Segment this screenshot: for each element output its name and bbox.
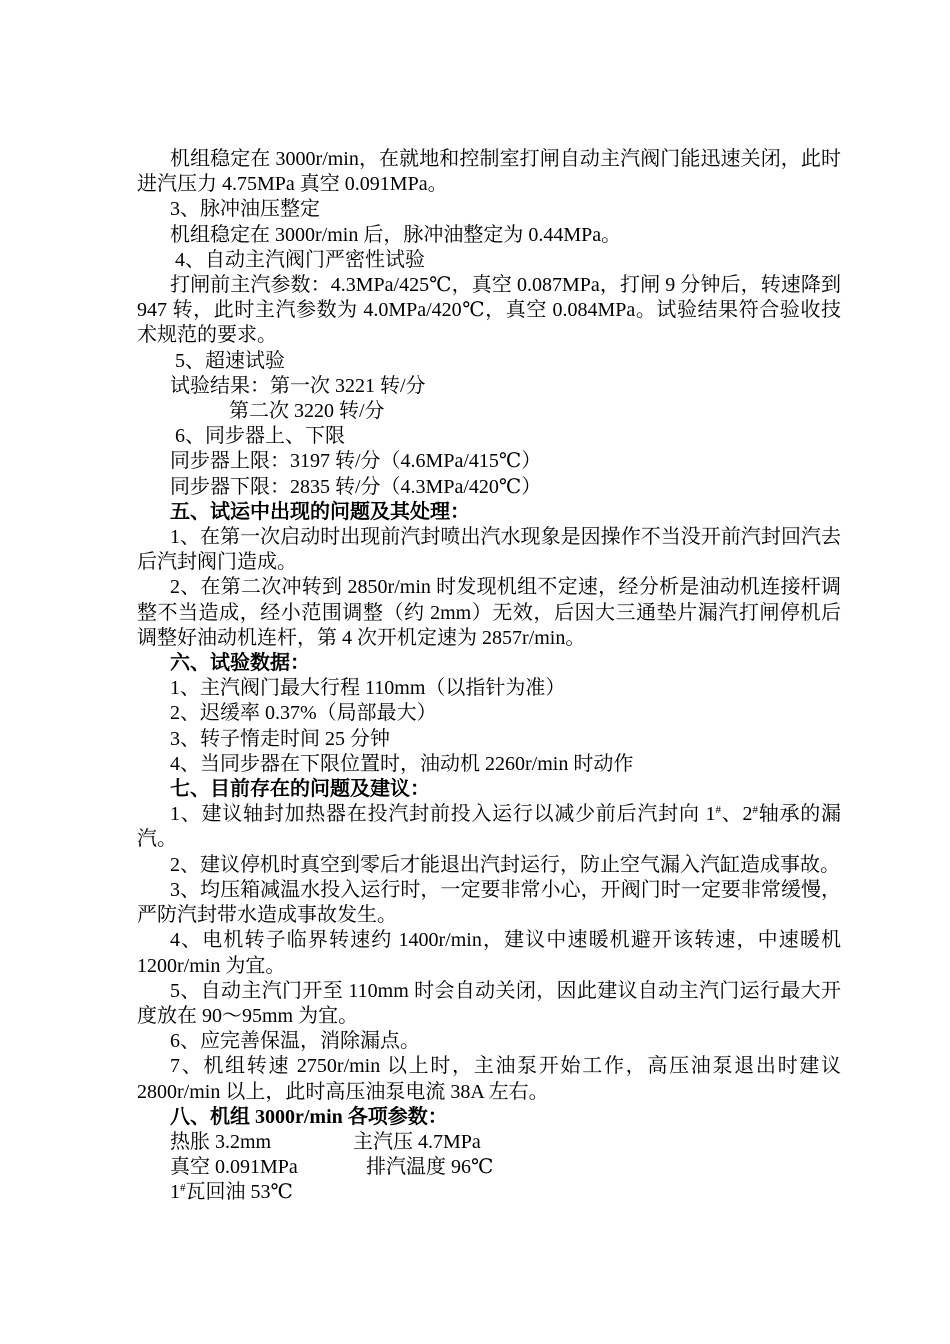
- list-item: 3、均压箱减温水投入运行时，一定要非常小心，开阀门时一定要非常缓慢，严防汽封带水造成事故发生。: [137, 878, 841, 927]
- list-item: 2、迟缓率 0.37%（局部最大）: [170, 702, 437, 725]
- text-span: 轴承的漏汽。: [137, 803, 842, 851]
- paragraph: 打闸前主汽参数：4.3MPa/425℃，真空 0.087MPa，打闸 9 分钟后，转速降到 947 转，此时主汽参数为 4.0MPa/420℃，真空 0.084MPa。试验结果符合验收技术规范的要求。: [137, 274, 841, 347]
- subheading: 5、超速试验: [175, 349, 285, 372]
- list-item: 1、主汽阀门最大行程 110mm（以指针为准）: [170, 677, 566, 700]
- list-item: 1、在第一次启动时出现前汽封喷出汽水现象是因操作不当没开前汽封回汽去后汽封阀门造成。: [137, 526, 841, 574]
- list-item: 6、应完善保温，消除漏点。: [170, 1030, 420, 1053]
- list-item: 2、在第二次冲转到 2850r/min 时发现机组不定速，经分析是油动机连接杆调整不当造成，经小范围调整（约 2mm）无效，后因大三通垫片漏汽打闸停机后调整好油动机连杆，第 4 次开机定速为 2857r/min。: [137, 576, 841, 649]
- text-span: 1: [170, 1181, 180, 1204]
- document-body: [137, 147, 841, 1206]
- list-item: 2、建议停机时真空到零后才能退出汽封运行，防止空气漏入汽缸造成事故。: [170, 853, 840, 876]
- parameter-cell: 真空 0.091MPa: [170, 1156, 298, 1179]
- subheading: 3、脉冲油压整定: [170, 198, 320, 221]
- list-item: 7、机组转速 2750r/min 以上时，主油泵开始工作，高压油泵退出时建议 2800r/min 以上，此时高压油泵电流 38A 左右。: [137, 1055, 841, 1103]
- paragraph: 试验结果：第一次 3221 转/分: [170, 374, 426, 397]
- superscript: #: [715, 804, 721, 817]
- parameter-row: [137, 1180, 841, 1205]
- parameter-cell: 热胀 3.2mm: [170, 1130, 272, 1153]
- text-span: 瓦回油 53℃: [185, 1181, 293, 1204]
- parameter-cell: 主汽压 4.7MPa: [353, 1130, 481, 1153]
- superscript: #: [752, 804, 758, 817]
- paragraph: 同步器上限：3197 转/分（4.6MPa/415℃）: [170, 450, 542, 473]
- parameter-cell: 排汽温度 96℃: [366, 1156, 494, 1179]
- parameter-row: [137, 1130, 841, 1155]
- paragraph: 机组稳定在 3000r/min，在就地和控制室打闸自动主汽阀门能迅速关闭，此时进汽压力 4.75MPa 真空 0.091MPa。: [137, 148, 841, 196]
- list-item: 3、转子惰走时间 25 分钟: [170, 727, 390, 750]
- parameter-row: [137, 1155, 841, 1180]
- subheading: 6、同步器上、下限: [175, 425, 345, 448]
- list-item: 4、电机转子临界转速约 1400r/min，建议中速暖机避开该转速，中速暖机 1200r/min 为宜。: [137, 929, 841, 977]
- text-span: 、2: [720, 803, 753, 826]
- section-heading: 五、试运中出现的问题及其处理：: [170, 500, 470, 523]
- superscript: #: [180, 1182, 186, 1195]
- subheading: 4、自动主汽阀门严密性试验: [175, 248, 425, 271]
- list-item: [137, 802, 841, 852]
- section-heading: 六、试验数据：: [170, 652, 310, 675]
- paragraph: 同步器下限：2835 转/分（4.3MPa/420℃）: [170, 475, 542, 498]
- text-span: 1、建议轴封加热器在投汽封前投入运行以减少前后汽封向 1: [170, 803, 716, 826]
- list-item: 5、自动主汽门开至 110mm 时会自动关闭，因此建议自动主汽门运行最大开度放在 90～95mm 为宜。: [137, 979, 841, 1027]
- parameter-cell: [170, 1180, 293, 1205]
- section-heading: 七、目前存在的问题及建议：: [170, 778, 430, 801]
- section-heading: 八、机组 3000r/min 各项参数：: [170, 1105, 448, 1128]
- paragraph: 第二次 3220 转/分: [229, 400, 385, 423]
- list-item: 4、当同步器在下限位置时，油动机 2260r/min 时动作: [170, 752, 634, 775]
- paragraph: 机组稳定在 3000r/min 后，脉冲油整定为 0.44MPa。: [170, 223, 622, 246]
